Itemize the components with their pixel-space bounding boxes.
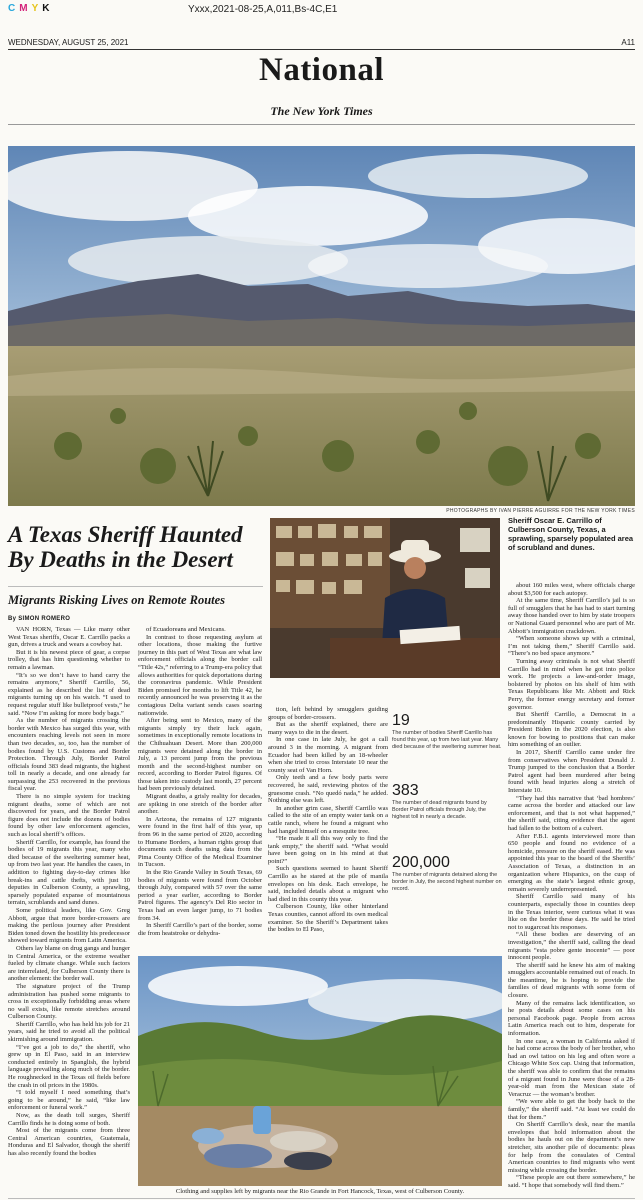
paragraph: Others lay blame on drug gangs and hunger in Central America, or the extreme weather fueled by climate change. While such factors are interrelated, for Culberson County there is another element: the border wall. bbox=[8, 944, 130, 983]
paragraph: In Arizona, the remains of 127 migrants were found in the first half of this year, up from 96 in the same period of 2020, according to Humane Borders, a human rights group that documents such deaths using data from the Pima County Office of the Medical Examiner in Tucson. bbox=[138, 815, 262, 869]
stat-description: The number of bodies Sheriff Carrillo has found this year, up from two last year. Many died because of the sweltering summer heat. bbox=[392, 730, 502, 750]
article-column-3 bbox=[268, 706, 388, 952]
paragraph: Migrant deaths, a grisly reality for decades, are spiking in one stretch of the border after another. bbox=[138, 793, 262, 816]
stat-number: 200,000 bbox=[392, 854, 450, 871]
paragraph: But it is his newest piece of gear, a corpse trolley, that has him questioning whether to remain a lawman. bbox=[8, 648, 130, 671]
paragraph: VAN HORN, Texas — Like many other West Texas sheriffs, Oscar E. Carrillo packs a gun, drives a truck and wears a cowboy hat. bbox=[8, 626, 130, 649]
headline: A Texas Sheriff Haunted By Deaths in the Desert bbox=[8, 522, 243, 572]
paragraph: Sheriff Carrillo said many of his counterparts, especially those in counties deep in the Texas interior, were curious what it was like on the border these days. He said he tried not to sugarcoat his responses. bbox=[508, 893, 635, 931]
paragraph: As the number of migrants crossing the border with Mexico has surged this year, with encounters reaching levels not seen in more than two decades, so, too, has the number of bodies found by U.S. Customs and Border Protection. Through July, Border Patrol officials found 383 dead migrants, the highest toll in nearly a decade, and one already far surpassing the 253 recovered in the previous fiscal year. bbox=[8, 717, 130, 793]
article-column-4 bbox=[508, 582, 635, 1200]
paragraph: Some political leaders, like Gov. Greg Abbott, argue that more border-crossers are making the perilous journey after President Biden toned down the hostility his predecessor showed toward migrants from Latin America. bbox=[8, 906, 130, 945]
paragraph: In one case in late July, he got a call around 3 in the morning. A migrant from Ecuador had been killed by an 18-wheeler when she tried to cross Interstate 10 near the county seat of Van Horn. bbox=[268, 736, 388, 774]
paragraph: of Ecuadoreans and Mexicans. bbox=[146, 626, 226, 633]
article-column-2 bbox=[138, 626, 262, 952]
cmyk-registration bbox=[8, 3, 53, 14]
paragraph: Sheriff Carrillo, who has held his job for 21 years, said he tried to avoid all the political skirmishing around immigration. bbox=[8, 1020, 130, 1044]
paragraph: There is no simple system for tracking migrant deaths, some of which are not discovered for years, and the Border Patrol figure does not include the dozens of bodies found by other law enforcement agencies, such as local sheriff’s offices. bbox=[8, 793, 130, 839]
paragraph: In another grim case, Sheriff Carrillo was called to the site of an empty water tank on a cattle ranch, where he found a migrant who had hanged himself on a mesquite tree. bbox=[268, 804, 388, 835]
paragraph: At the same time, Sheriff Carrillo’s jail is so full of smugglers that he has had to start turning away those handed over to him by state troopers or National Guard personnel who are part of Mr. Abbott’s immigration crackdown. bbox=[508, 597, 635, 635]
paragraph: The sheriff said he knew his aim of making smugglers accountable remained out of reach. In the meantime, he is hoping to provide the families of dead migrants with some form of closure. bbox=[508, 961, 635, 1000]
page-info-bar bbox=[8, 38, 635, 50]
paragraph: “They had this narrative that ‘bad hombres’ came across the border and attacked our law enforcement, and that is not what happened,” the sheriff said, citing evidence that the agent had fallen to the bottom of a culvert. bbox=[508, 794, 635, 832]
hero-photo bbox=[8, 146, 635, 506]
paragraph: Many of the remains lack identification, so he posts details about some cases on his personal Facebook page. People from across Latin America reach out to him, desperate for information. bbox=[508, 999, 635, 1038]
page-date: WEDNESDAY, AUGUST 25, 2021 bbox=[8, 38, 129, 47]
section-title: National bbox=[258, 52, 384, 88]
paragraph: After being sent to Mexico, many of the migrants simply try their luck again, sometimes in exceptionally remote locations in the Chihuahuan Desert. More than 200,000 migrants were detained along the border in July, a 13 percent jump from the previous month and the second-highest number on record, according to Border Patrol figures. Of those taken into custody last month, 27 percent had been previously detained. bbox=[138, 717, 262, 793]
riverbank-clothing-illustration bbox=[138, 956, 502, 1186]
paragraph: Turning away criminals is not what Sheriff Carrillo had in mind when he got into police work. He projects a law-and-order image, bolstered by photos on his shelf of him with Texas Republicans like Mr. Abbott and Rick Perry, the former energy secretary and former governor. bbox=[508, 657, 635, 711]
byline: By SIMON ROMERO bbox=[8, 616, 71, 622]
paragraph: “It’s so we don’t have to hand carry the remains anymore,” Sheriff Carrillo, 56, explained as he described the list of dead migrants turning up on his watch. “I used to request regular stuff like bulletproof vests,” he said. “Now I’m asking for more body bags.” bbox=[8, 671, 130, 717]
cmyk-m: M bbox=[19, 3, 30, 14]
masthead: The New York Times bbox=[270, 104, 373, 118]
page-number: A11 bbox=[621, 38, 635, 47]
print-slug: Yxxx,2021-08-25,A,011,Bs-4C,E1 bbox=[188, 4, 338, 15]
paragraph: Most of the migrants come from three Central American countries, Guatemala, Honduras and El Salvador, though the sheriff has also recently found the bodies bbox=[8, 1127, 130, 1157]
hero-landscape-illustration bbox=[8, 146, 635, 506]
stat-description: The number of dead migrants found by Border Patrol officials through July, the highest toll in nearly a decade. bbox=[392, 800, 487, 820]
paragraph: Sheriff Carrillo, for example, has found the bodies of 19 migrants this year, many who died because of the sweltering summer heat, up from two last year. He handles the cases, in addition to fighting day-to-day crimes like break-ins and cattle thefts, with just 10 deputies in Culberson County, a sprawling, sparsely populated expanse of mountainous terrain, scrublands and sand dunes. bbox=[8, 838, 130, 907]
stat-number: 19 bbox=[392, 712, 410, 729]
stat-box bbox=[392, 712, 502, 750]
paragraph: Culberson County, like other hinterland Texas counties, cannot afford its own medical examiner. So the Sheriff’s Department takes the bodies to El Paso, bbox=[268, 903, 388, 934]
sheriff-office-illustration bbox=[270, 518, 500, 678]
paragraph: In the Rio Grande Valley in South Texas, 69 bodies of migrants were found from October through July, compared with 57 over the same period a year earlier, according to Border Patrol figures. The agency’s Del Rio sector in Texas had an even larger jump, to 71 bodies from 34. bbox=[138, 869, 262, 922]
paragraph: In one case, a woman in California asked if he had come across the body of her brother, who had an owl tattoo on his leg and often wore a Chicago White Sox cap. Using that information, the sheriff was able to confirm that the remains of a migrant found in June were those of a 28-year-old man from the Mexican state of Veracruz — the woman’s brother. bbox=[508, 1037, 635, 1098]
paragraph: “When someone shows up with a criminal, I’m not taking them,” Sheriff Carrillo said. “There’s no bed space anymore.” bbox=[508, 635, 635, 658]
bottom-divider bbox=[8, 1198, 635, 1199]
paragraph: “These people are out there somewhere,” he said. “I hope that somebody will find them.” bbox=[508, 1174, 635, 1189]
paragraph: But as the sheriff explained, there are many ways to die in the desert. bbox=[268, 721, 388, 736]
clothing-photo bbox=[138, 956, 502, 1186]
paragraph: Such questions seemed to haunt Sheriff Carrillo as he stared at the pile of manila envelopes on his desk. Each envelope, he said, included details about a migrant who had died in this county this year. bbox=[268, 865, 388, 903]
paragraph: “We were able to get the body back to the family,” the sheriff said. “At least we could do that for them.” bbox=[508, 1098, 635, 1121]
sheriff-photo bbox=[270, 518, 500, 678]
stat-number: 383 bbox=[392, 782, 419, 799]
paragraph: The signature project of the Trump administration has pushed some migrants to cross in exceptionally forbidding areas where no wall exists, like remote stretches around Culberson County. bbox=[8, 982, 130, 1021]
stat-box bbox=[392, 782, 502, 820]
article-column-1 bbox=[8, 626, 130, 1200]
paragraph: Only teeth and a few body parts were recovered, he said, reviewing photos of the gruesome crash. “No quedó nada,” he added. Nothing else was left. bbox=[268, 774, 388, 805]
subheadline: Migrants Risking Lives on Remote Routes bbox=[8, 586, 263, 608]
cmyk-y: Y bbox=[31, 3, 41, 14]
paragraph: “He made it all this way only to find the tank empty,” the sheriff said. “What would have been going on in his mind at that point?” bbox=[268, 835, 388, 865]
paragraph: “I told myself I need something that’s going to be around,” he said, “like law enforcement or funeral work.” bbox=[8, 1089, 130, 1112]
paragraph: In 2017, Sheriff Carrillo came under fire from conservatives when President Donald J. Trump jumped to the conclusion that a Border Patrol agent had been murdered after being found with head injuries along a stretch of Interstate 10. bbox=[508, 749, 635, 795]
paragraph: In Sheriff Carrillo’s part of the border, some die from heatstroke or dehydra- bbox=[138, 922, 262, 937]
sheriff-photo-caption: Sheriff Oscar E. Carrillo of Culberson County, Texas, a sprawling, sparsely populated area of scrubland and dunes. bbox=[508, 516, 634, 552]
paragraph: tion, left behind by smugglers guiding groups of border-crossers. bbox=[268, 706, 388, 721]
stat-box bbox=[392, 854, 502, 892]
paragraph: Now, as the death toll surges, Sheriff Carrillo finds he is doing some of both. bbox=[8, 1112, 130, 1127]
paragraph: On Sheriff Carrillo’s desk, near the manila envelopes that hold information about the bodies he hauls out on the department’s new stretcher, sits another pile of documents: pleas for help from the consulates of Central American countries to find migrants who went missing while crossing the border. bbox=[508, 1121, 635, 1174]
clothing-photo-caption: Clothing and supplies left by migrants near the Rio Grande in Fort Hancock, Texas, west of Culberson County. bbox=[175, 1188, 465, 1195]
paragraph: about 160 miles west, where officials charge about $3,500 for each autopsy. bbox=[508, 582, 635, 597]
paragraph: “All these bodies are deserving of an investigation,” the sheriff said, calling the dead migrants “esta pobre gente inocente” — poor innocent people. bbox=[508, 931, 635, 962]
cmyk-c: C bbox=[8, 3, 18, 14]
stat-description: The number of migrants detained along the border in July, the second highest number on record. bbox=[392, 872, 502, 892]
paragraph: “I’ve got a job to do,” the sheriff, who grew up in El Paso, said in an interview conducted entirely in Spanglish, the hybrid language prevailing along much of the border. He roughnecked in the Texas oil fields before the crash in oil prices in the 1980s. bbox=[8, 1043, 130, 1089]
photo-credit: PHOTOGRAPHS BY IVAN PIERRE AGUIRRE FOR THE NEW YORK TIMES bbox=[446, 508, 635, 514]
header-divider bbox=[8, 124, 635, 125]
paragraph: In contrast to those requesting asylum at other locations, those making the furtive journey in this part of West Texas are what law enforcement officials along the border call “Title 42s,” referring to a Trump-era policy that allows authorities for quick deportations during the coronavirus pandemic. While President Biden promised for months to lift Title 42, he recently announced he was preserving it as the contagious Delta variant sends cases soaring nationwide. bbox=[138, 633, 262, 717]
cmyk-k: K bbox=[42, 3, 52, 14]
paragraph: But Sheriff Carrillo, a Democrat in a predominantly Hispanic county carried by President Biden in the 2020 election, is also known for bowing to positions that can make him something of an outlier. bbox=[508, 711, 635, 749]
paragraph: After F.B.I. agents interviewed more than 650 people and found no evidence of a homicide, pressure on the sheriff eased. He was appointed this year to the board of the Sheriffs’ Association of Texas, a distinction in an organization where Hispanics, on the cusp of emerging as the state’s largest ethnic group, remain severely underrepresented. bbox=[508, 832, 635, 893]
